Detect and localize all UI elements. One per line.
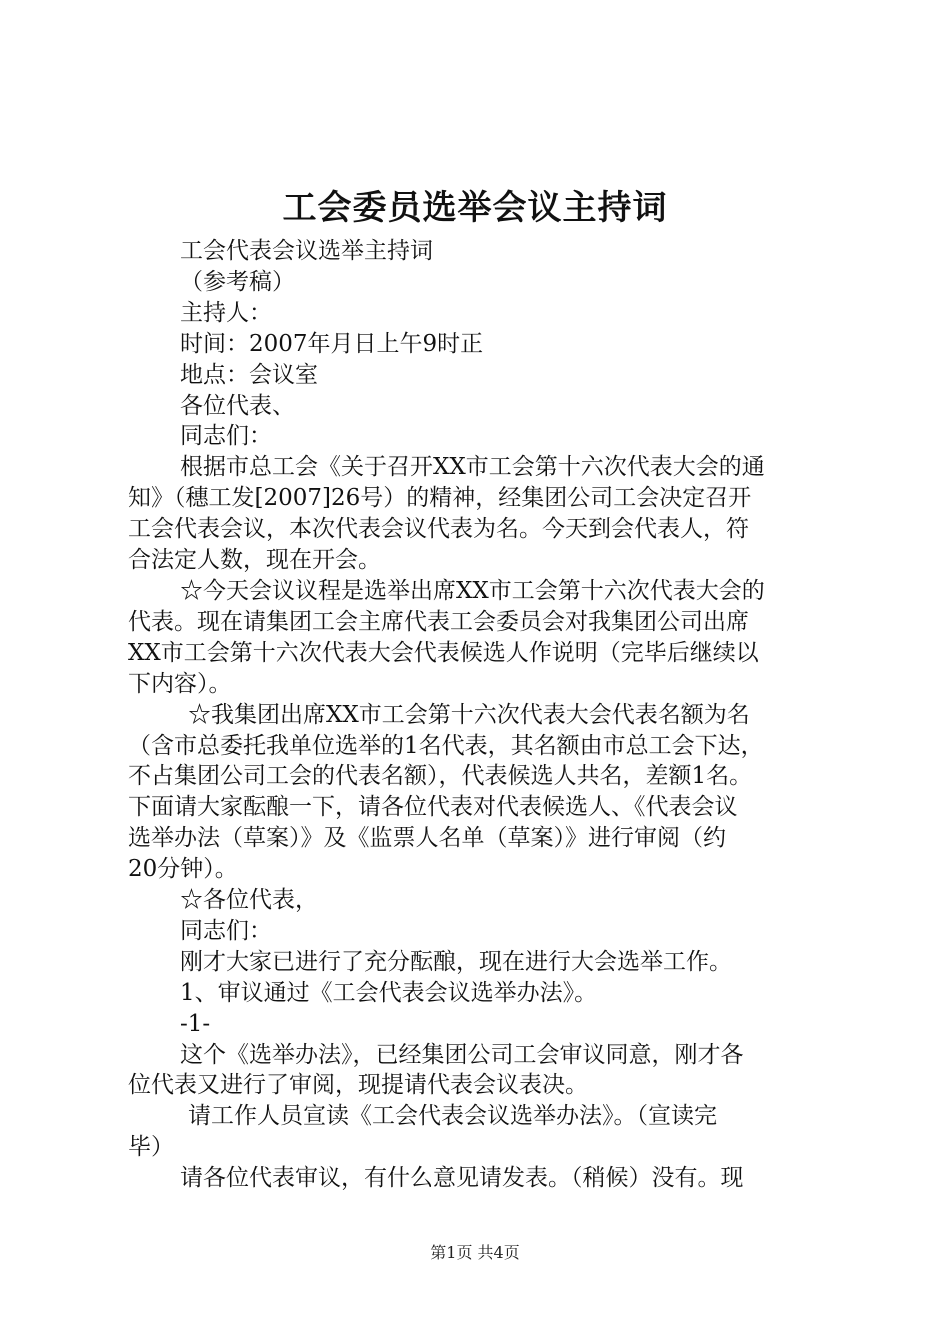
document-title: 工会委员选举会议主持词 [282, 188, 668, 228]
text-line: 请各位代表审议，有什么意见请发表。（稍候）没有。现 [180, 1165, 744, 1192]
text-line: 不占集团公司工会的代表名额），代表候选人共名，差额1名。 [128, 763, 753, 790]
text-line: 各位代表、 [180, 392, 295, 419]
text-line: 下内容）。 [128, 670, 232, 697]
text-line: （参考稿） [180, 268, 295, 295]
text-line: 主持人： [180, 299, 272, 326]
text-line: 工会代表会议选举主持词 [180, 238, 433, 264]
text-line: 1、审议通过《工会代表会议选举办法》。 [180, 979, 598, 1006]
text-line: （含市总委托我单位选举的1名代表，其名额由市总工会下达， [128, 732, 764, 759]
text-line: 刚才大家已进行了充分酝酿，现在进行大会选举工作。 [180, 948, 732, 975]
text-line: 工会代表会议，本次代表会议代表为名。今天到会代表人，符 [128, 516, 749, 543]
page-footer: 第1页 共4页 [430, 1243, 520, 1262]
text-line: XX市工会第十六次代表大会代表候选人作说明（完毕后继续以 [128, 639, 759, 666]
page-marker: -1- [180, 1010, 211, 1037]
text-line: ☆我集团出席XX市工会第十六次代表大会代表名额为名 [188, 701, 750, 728]
text-line: 同志们： [180, 917, 272, 944]
text-line: 知》（穗工发[2007]26号）的精神，经集团公司工会决定召开 [128, 485, 752, 512]
text-line: ☆各位代表， [180, 887, 318, 914]
text-line: 时间：2007年月日上午9时正 [180, 330, 484, 357]
text-line: ☆今天会议议程是选举出席XX市工会第十六次代表大会的 [180, 577, 765, 604]
text-line: 同志们： [180, 423, 272, 450]
text-line: 下面请大家酝酿一下，请各位代表对代表候选人、《代表会议 [128, 794, 738, 821]
text-line: 选举办法（草案）》及《监票人名单（草案）》进行审阅（约 [128, 825, 726, 852]
text-line: 代表。现在请集团工会主席代表工会委员会对我集团公司出席 [128, 608, 749, 635]
document-body [128, 236, 833, 1194]
text-line: 合法定人数，现在开会。 [128, 547, 381, 574]
text-line: 地点：会议室 [180, 361, 318, 388]
text-line: 毕） [128, 1134, 174, 1161]
text-line: 20分钟）。 [128, 856, 238, 883]
text-line: 这个《选举办法》，已经集团公司工会审议同意，刚才各 [180, 1041, 744, 1068]
text-line: 根据市总工会《关于召开XX市工会第十六次代表大会的通 [180, 454, 765, 481]
text-line: 位代表又进行了审阅，现提请代表会议表决。 [128, 1072, 588, 1099]
text-line: 请工作人员宣读《工会代表会议选举办法》。（宣读完 [188, 1103, 717, 1130]
